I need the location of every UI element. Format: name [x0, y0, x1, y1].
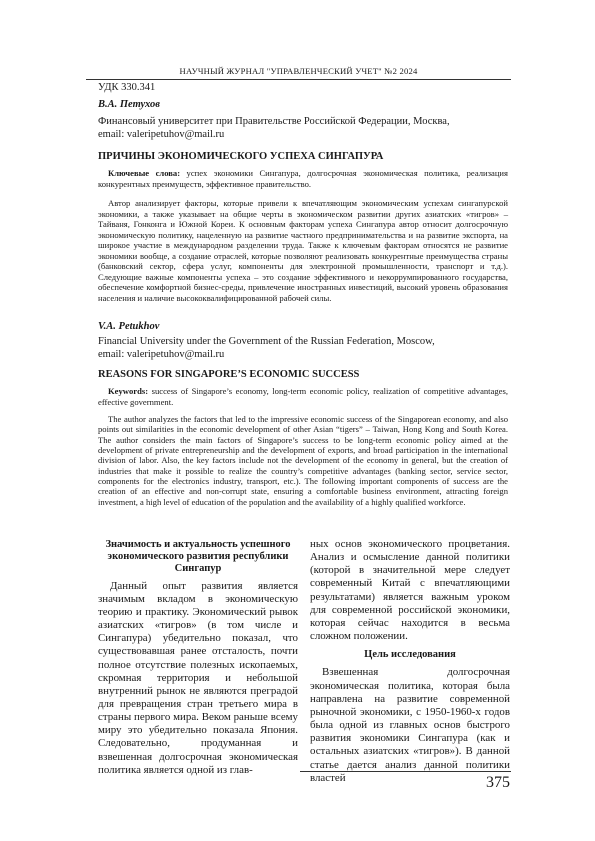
email-ru: email: valeripetuhov@mail.ru	[98, 129, 225, 140]
abstract-en: The author analyzes the factors that led to the impressive economic success of the Singaporean economy, and also points out similarities in the economic development of other Asian “tigers” – Taiwan, Hong Kong and South Korea. The author considers the main factors of Singapore’s success to be long-term economic policy aimed at the development of private entrepreneurship and the development of exports, and broad participation in the international division of labor. Also, the key factors include not the development of the economy in general, but the creation of industries that make it possible to realize the country’s competitive advantages (banking sector, service sector, components for the electronics industry, transport, etc.). The following important components of success are the creation of an effective and non-corrupt state, ensuring a comfortable business environment, attracting foreign investment, a high level of education of the population and the availability of a highly qualified workforce.	[98, 414, 508, 507]
keywords-ru	[98, 168, 508, 189]
email-en: email: valeripetuhov@mail.ru	[98, 349, 225, 360]
section-heading-significance: Значимость и актуальность успешного экономического развития республики Сингапур	[105, 539, 291, 575]
author-name-en: V.A. Petukhov	[98, 321, 160, 332]
article-title-ru: ПРИЧИНЫ ЭКОНОМИЧЕСКОГО УСПЕХА СИНГАПУРА	[98, 151, 384, 162]
body-column-right	[310, 538, 510, 785]
author-name-ru: В.А. Петухов	[98, 99, 160, 110]
affiliation-ru	[98, 115, 508, 141]
body-paragraph-continuation: ных основ экономического процветания. Анализ и осмысление данной политики (которой в значительной мере следует современный Китай с впечатляющими результатами) является важным уроком для современной российской экономики, которая сейчас находится в весьма сложном положении.	[310, 538, 510, 643]
body-paragraph-right: Взвешенная долгосрочная экономическая политика, которая была направлена на развитие современной рыночной экономики, с 1950-1960-х годов была одной из главных основ быстрого развития экономики Сингапура (как и остальных азиатских «тигров»). В данной статье дается анализ данной политики властей	[310, 666, 510, 784]
affiliation-en	[98, 335, 508, 361]
page-number: 375	[486, 774, 510, 791]
keywords-en	[98, 386, 508, 407]
abstract-ru: Автор анализирует факторы, которые привели к впечатляющим экономическим успехам сингапурской экономики, а также указывает на общие черты в экономическом развитии других азиатских «тигров» – Тайваня, Гонконга и Южной Кореи. К основным факторам успеха Сингапура автор относит долгосрочную экономическую политику, нацеленную на развитие частного предпринимательства и на развитие экспорта, на широкое участие в международном разделении труда. Также к ключевым факторам относятся не развитие экономики вообще, а создание отраслей, которые позволяют реализовать конкурентные преимущества страны (банковский сектор, сфера услуг, компоненты для электронной промышленности, транспорт и т.д.). Следующие важные компоненты успеха – это создание эффективного и некоррумпированного государства, обеспечение комфортной бизнес-среды, привлечение иностранных инвестиций, высокий уровень образования населения и наличие высококвалифицированной рабочей силы.	[98, 198, 508, 303]
keywords-label-ru: Ключевые слова:	[108, 168, 181, 178]
affiliation-line-en: Financial University under the Government of the Russian Federation, Moscow,	[98, 336, 435, 347]
header-rule	[86, 79, 511, 80]
keywords-text-en: success of Singapore’s economy, long-term economic policy, realization of competitive advantages, effective government.	[98, 386, 508, 407]
keywords-label-en: Keywords:	[108, 386, 149, 396]
body-paragraph-left: Данный опыт развития является значимым вкладом в экономическую теорию и практику. Экономический рывок азиатских «тигров» (в том числе и Сингапура) убедительно показал, что существовавшая ранее отсталость, почти полное отсутствие полезных ископаемых, скромная территория и небольшой внутренний рынок не являются преградой для превращения стран третьего мира в страны первого мира. Веком раньше всему миру это убедительно показала Япония. Следовательно, продуманная и взвешенная долгосрочная экономическая политика является одной из глав-	[98, 579, 298, 776]
article-title-en: REASONS FOR SINGAPORE’S ECONOMIC SUCCESS	[98, 369, 360, 380]
section-heading-goal: Цель исследования	[364, 649, 456, 661]
running-header: НАУЧНЫЙ ЖУРНАЛ "УПРАВЛЕНЧЕСКИЙ УЧЕТ" №2 2024	[179, 66, 418, 76]
footer-rule	[300, 771, 511, 772]
affiliation-line-ru: Финансовый университет при Правительстве Российской Федерации, Москва,	[98, 116, 450, 127]
keywords-text-ru: успех экономики Сингапура, долгосрочная экономическая политика, реализация конкурентных преимуществ, эффективное правительство.	[98, 168, 508, 189]
body-column-left	[98, 539, 298, 777]
udk-code: УДК 330.341	[98, 82, 156, 93]
